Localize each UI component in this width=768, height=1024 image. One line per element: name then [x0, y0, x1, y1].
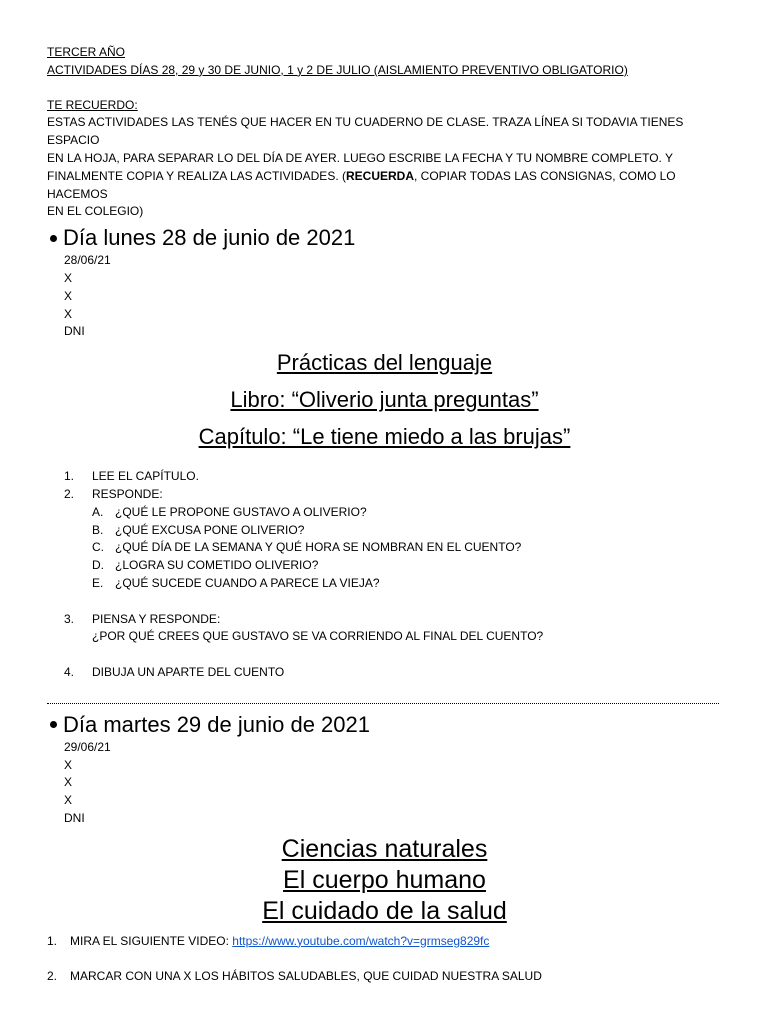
question-text: ¿QUÉ DÍA DE LA SEMANA Y QUÉ HORA SE NOMBRAN EN EL CUENTO?	[115, 540, 522, 555]
day1-meta	[47, 252, 722, 341]
day2-x3: X	[64, 793, 73, 808]
step-number: 1.	[47, 933, 58, 948]
spacer	[47, 80, 722, 97]
step-text	[70, 933, 489, 951]
video-link[interactable]: https://www.youtube.com/watch?v=grmseg829fc	[232, 933, 490, 948]
reminder-line-3-a: FINALMENTE COPIA Y REALIZA LAS ACTIVIDADES. (	[47, 168, 346, 183]
day2-x1: X	[64, 757, 73, 772]
day1-heading-text: Día lunes 28 de junio de 2021	[63, 225, 356, 251]
day2-meta	[47, 739, 722, 828]
day2-date: 29/06/21	[64, 739, 111, 754]
step-text-label: MIRA EL SIGUIENTE VIDEO:	[70, 933, 233, 948]
question-item	[47, 522, 722, 540]
step-number: 3.	[64, 611, 75, 626]
step-item	[47, 968, 722, 986]
question-item	[47, 539, 722, 557]
question-item	[47, 575, 722, 593]
step-number: 1.	[64, 469, 75, 484]
question-text: ¿LOGRA SU COMETIDO OLIVERIO?	[115, 558, 319, 573]
day1-x3: X	[64, 306, 73, 321]
step-item	[47, 486, 722, 504]
header-year: TERCER AÑO	[47, 45, 126, 59]
day2-dni: DNI	[64, 810, 85, 825]
day1-book-title: Libro: “Oliverio junta preguntas”	[230, 387, 539, 413]
question-letter: B.	[92, 522, 104, 537]
day1-steps	[47, 468, 722, 682]
step-text: LEE EL CAPÍTULO.	[92, 469, 199, 484]
day1-chapter-title: Capítulo: “Le tiene miedo a las brujas”	[198, 424, 571, 450]
dotted-divider	[47, 703, 719, 704]
question-letter: D.	[92, 558, 104, 573]
reminder-line-3-bold: RECUERDA	[345, 168, 414, 183]
reminder-line-3-b: , COPIAR TODAS LAS CONSIGNAS, COMO LO HACEMOS	[47, 168, 676, 201]
question-text: ¿QUÉ EXCUSA PONE OLIVERIO?	[115, 522, 305, 537]
question-letter: C.	[92, 540, 104, 555]
reminder-line-4: EN EL COLEGIO)	[47, 204, 144, 219]
question-item	[47, 504, 722, 522]
step-item	[47, 468, 722, 486]
day2-heading-text: Día martes 29 de junio de 2021	[63, 711, 370, 737]
day1-heading	[47, 225, 722, 251]
step-number: 2.	[47, 969, 58, 984]
question-text: ¿QUÉ LE PROPONE GUSTAVO A OLIVERIO?	[115, 504, 367, 519]
bullet-icon	[50, 235, 57, 242]
step-text: DIBUJA UN APARTE DEL CUENTO	[92, 664, 285, 679]
step-text: MARCAR CON UNA X LOS HÁBITOS SALUDABLES, QUE CUIDAD NUESTRA SALUD	[70, 969, 542, 984]
step-number: 2.	[64, 486, 75, 501]
step-item	[47, 664, 722, 682]
day1-x2: X	[64, 288, 73, 303]
spacer	[47, 646, 722, 664]
reminder-line-1: ESTAS ACTIVIDADES LAS TENÉS QUE HACER EN TU CUADERNO DE CLASE. TRAZA LÍNEA SI TODAVIA TIENES ESPACIO	[47, 115, 684, 148]
day1-dni: DNI	[64, 324, 85, 339]
reminder-line-3	[47, 168, 722, 204]
step-item	[47, 611, 722, 629]
day2-steps	[47, 933, 722, 986]
reminder-title: TE RECUERDO:	[47, 97, 138, 112]
reminder-line-2: EN LA HOJA, PARA SEPARAR LO DEL DÍA DE AYER. LUEGO ESCRIBE LA FECHA Y TU NOMBRE COMPLETO. Y	[47, 150, 673, 165]
day2-x2: X	[64, 775, 73, 790]
question-letter: E.	[92, 575, 104, 590]
header-activities: ACTIVIDADES DÍAS 28, 29 y 30 DE JUNIO, 1 y 2 DE JULIO (AISLAMIENTO PREVENTIVO OBLIGATORIO)	[47, 62, 628, 77]
day1-x1: X	[64, 270, 73, 285]
question-item	[47, 557, 722, 575]
step-text: PIENSA Y RESPONDE:	[92, 611, 221, 626]
day1-date: 28/06/21	[64, 253, 111, 268]
day2-topic-title: El cuerpo humano	[283, 865, 486, 894]
spacer	[47, 593, 722, 611]
day2-subject-title: Ciencias naturales	[281, 834, 488, 863]
bullet-icon	[50, 721, 57, 728]
step-text: RESPONDE:	[92, 486, 163, 501]
spacer	[47, 951, 722, 969]
step-number: 4.	[64, 664, 75, 679]
day2-heading	[47, 712, 722, 738]
step-item	[47, 933, 722, 951]
day1-subject-title: Prácticas del lenguaje	[276, 350, 493, 376]
question-letter: A.	[92, 504, 104, 519]
step3-question: ¿POR QUÉ CREES QUE GUSTAVO SE VA CORRIENDO AL FINAL DEL CUENTO?	[92, 629, 544, 644]
question-text: ¿QUÉ SUCEDE CUANDO A PARECE LA VIEJA?	[115, 575, 380, 590]
day2-subtopic-title: El cuidado de la salud	[262, 896, 507, 925]
